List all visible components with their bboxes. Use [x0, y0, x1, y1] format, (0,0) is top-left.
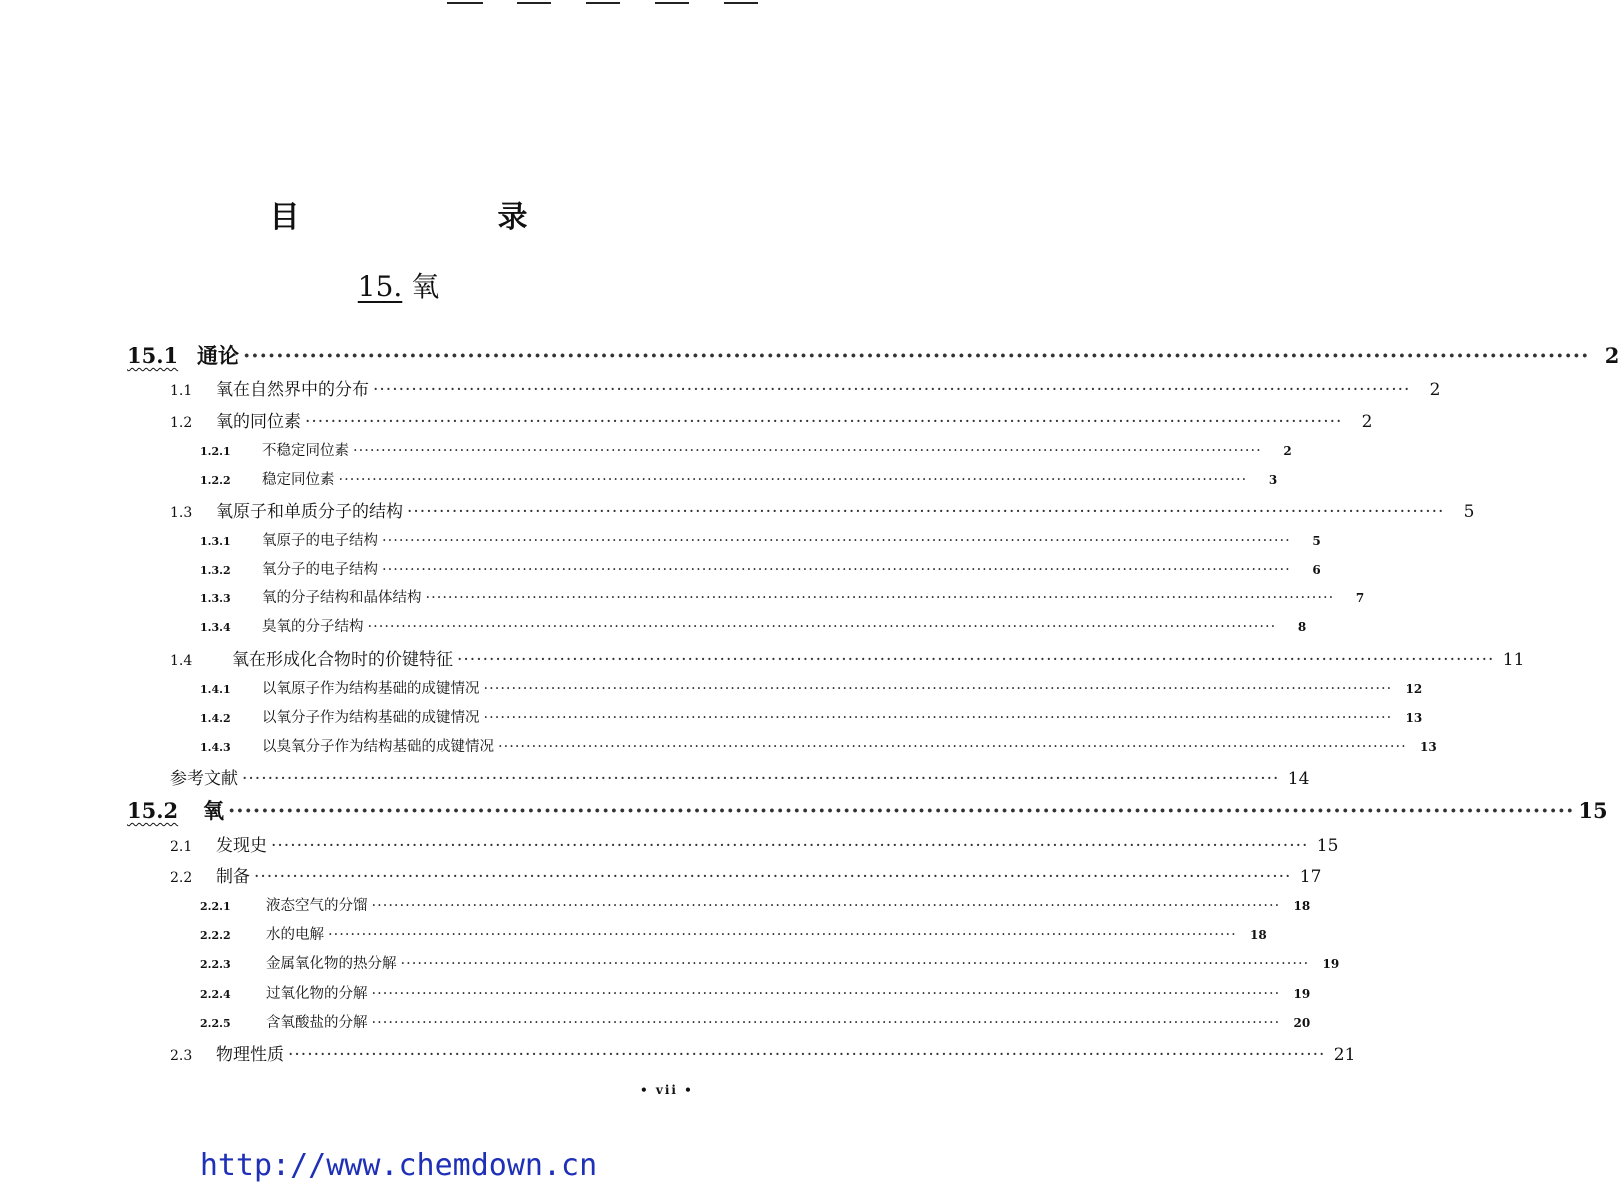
toc-entry-1-4[interactable]: [170, 645, 1525, 670]
toc-number: 2.2.5: [200, 1017, 231, 1030]
toc-number: 1.3.3: [200, 592, 231, 605]
toc-number: 1.3.2: [200, 564, 231, 577]
dot-leader: [353, 443, 1262, 459]
chapter-number: 15.: [357, 270, 403, 303]
toc-page: 18: [1249, 928, 1267, 942]
toc-entry-1-2[interactable]: [170, 407, 1373, 432]
dot-leader: [426, 590, 1335, 606]
dot-leader: [288, 1045, 1325, 1065]
toc-entry-2-2[interactable]: [170, 862, 1322, 887]
toc-label: 过氧化物的分解: [266, 986, 368, 1002]
toc-page: 18: [1293, 899, 1311, 913]
toc-entry-references[interactable]: [170, 764, 1310, 789]
toc-label: 以氧原子作为结构基础的成键情况: [262, 681, 480, 697]
toc-entry-15-1[interactable]: [127, 340, 1619, 370]
toc-entry-1-2-2[interactable]: [200, 468, 1278, 489]
toc-label: 以臭氧分子作为结构基础的成键情况: [262, 739, 494, 755]
toc-number: 2.2.2: [200, 929, 231, 942]
toc-number: 1.2: [170, 415, 193, 431]
toc-number: 1.4.2: [200, 712, 231, 725]
toc-label: 氧的同位素: [216, 412, 301, 432]
toc-label: 臭氧的分子结构: [262, 619, 364, 635]
toc-page: 3: [1268, 473, 1278, 487]
top-edge-marks: [0, 0, 797, 10]
dot-leader: [305, 412, 1342, 432]
toc-page: 12: [1405, 682, 1423, 696]
toc-page: 11: [1502, 650, 1525, 670]
toc-page: 8: [1297, 620, 1307, 634]
toc-label: 水的电解: [266, 927, 324, 943]
toc-number: 1.4: [170, 653, 193, 669]
toc-page: 5: [1463, 502, 1475, 522]
toc-page: 2: [1604, 343, 1619, 368]
toc-number: 1.4.1: [200, 683, 231, 696]
toc-number: 2.2.1: [200, 900, 231, 913]
toc-entry-1-4-2[interactable]: [200, 706, 1423, 727]
toc-page: 13: [1419, 740, 1437, 754]
toc-entry-1-3-2[interactable]: [200, 558, 1321, 579]
toc-label: 氧在形成化合物时的价键特征: [232, 650, 453, 670]
dot-leader: [368, 619, 1277, 635]
toc-entry-2-3[interactable]: [170, 1040, 1356, 1065]
toc-page: 5: [1312, 534, 1321, 548]
toc-label: 液态空气的分馏: [266, 898, 368, 914]
chapter-name: 氧: [411, 270, 440, 303]
page-title: 目 录: [269, 200, 612, 235]
toc-number: 1.3.4: [200, 621, 231, 634]
toc-number: 1.2.2: [200, 474, 231, 487]
toc-entry-1-3-3[interactable]: [200, 586, 1365, 607]
toc-page: 14: [1287, 769, 1310, 789]
toc-entry-2-2-5[interactable]: [200, 1011, 1311, 1032]
toc-label: 稳定同位素: [262, 472, 335, 488]
toc-label: 氧的分子结构和晶体结构: [262, 590, 422, 606]
dot-leader: [242, 769, 1279, 789]
dot-leader: [498, 739, 1407, 755]
toc-page: 13: [1405, 711, 1423, 725]
toc-page: 15: [1578, 798, 1608, 823]
dot-leader: [372, 898, 1281, 914]
dot-leader: [401, 956, 1310, 972]
dot-leader: [373, 380, 1410, 400]
page-number: • vii •: [640, 1083, 694, 1097]
toc-entry-1-4-1[interactable]: [200, 677, 1423, 698]
dot-leader: [254, 867, 1291, 887]
toc-entry-1-3-1[interactable]: [200, 529, 1321, 550]
toc-label: 氧在自然界中的分布: [216, 380, 369, 400]
toc-number: 1.4.3: [200, 741, 231, 754]
toc-label: 制备: [216, 867, 250, 887]
toc-page: 2: [1361, 412, 1373, 432]
dot-leader: [228, 798, 1574, 823]
chapter-heading: [0, 265, 797, 305]
toc-page: 20: [1293, 1016, 1311, 1030]
dot-leader: [382, 562, 1291, 578]
toc-label: 氧: [203, 798, 224, 823]
toc-page: 2: [1429, 380, 1441, 400]
dot-leader: [372, 986, 1281, 1002]
toc-number: 1.3.1: [200, 535, 231, 548]
toc-entry-2-2-4[interactable]: [200, 982, 1311, 1003]
toc-number: 2.3: [170, 1048, 193, 1064]
toc-label: 物理性质: [216, 1045, 284, 1065]
toc-entry-15-2[interactable]: [127, 795, 1608, 825]
toc-label: 通论: [197, 343, 239, 368]
toc-number: 2.2: [170, 870, 193, 886]
toc-page: 19: [1293, 987, 1311, 1001]
toc-number: 15.1: [127, 343, 179, 368]
toc-entry-2-2-3[interactable]: [200, 952, 1340, 973]
toc-label: 参考文献: [170, 769, 238, 789]
toc-label: 氧分子的电子结构: [262, 562, 378, 578]
toc-number: 2.2.3: [200, 958, 231, 971]
dot-leader: [484, 681, 1393, 697]
toc-entry-2-2-2[interactable]: [200, 923, 1267, 944]
dot-leader: [382, 533, 1291, 549]
toc-page: 21: [1333, 1045, 1356, 1065]
toc-page: 2: [1283, 444, 1292, 458]
dot-leader: [328, 927, 1237, 943]
toc-number: 2.2.4: [200, 988, 231, 1001]
toc-number: 1.3: [170, 505, 193, 521]
dot-leader: [457, 650, 1494, 670]
toc-entry-1-2-1[interactable]: [200, 439, 1292, 460]
toc-label: 含氧酸盐的分解: [266, 1015, 368, 1031]
dot-leader: [484, 710, 1393, 726]
watermark-url: http://www.chemdown.cn: [199, 1148, 598, 1183]
toc-label: 金属氧化物的热分解: [266, 956, 397, 972]
toc-entry-1-3-4[interactable]: [200, 615, 1307, 636]
toc-label: 不稳定同位素: [262, 443, 349, 459]
toc-number: 1.2.1: [200, 445, 231, 458]
toc-number: 1.1: [170, 383, 193, 399]
toc-page: 7: [1355, 591, 1365, 605]
dot-leader: [243, 343, 1589, 368]
toc-label: 氧原子和单质分子的结构: [216, 502, 403, 522]
toc-entry-1-4-3[interactable]: [200, 735, 1437, 756]
dot-leader: [407, 502, 1444, 522]
toc-label: 以氧分子作为结构基础的成键情况: [262, 710, 480, 726]
toc-label: 氧原子的电子结构: [262, 533, 378, 549]
dot-leader: [271, 836, 1308, 856]
toc-entry-2-1[interactable]: [170, 831, 1339, 856]
toc-page: 17: [1299, 867, 1322, 887]
toc-page: 19: [1322, 957, 1340, 971]
toc-page: 15: [1316, 836, 1339, 856]
toc-entry-2-2-1[interactable]: [200, 894, 1311, 915]
toc-label: 发现史: [216, 836, 267, 856]
toc-entry-1-1[interactable]: [170, 375, 1441, 400]
toc-page: 6: [1312, 563, 1321, 577]
toc-number: 15.2: [127, 798, 179, 823]
toc-number: 2.1: [170, 839, 193, 855]
toc-entry-1-3[interactable]: [170, 497, 1475, 522]
dot-leader: [339, 472, 1248, 488]
dot-leader: [372, 1015, 1281, 1031]
